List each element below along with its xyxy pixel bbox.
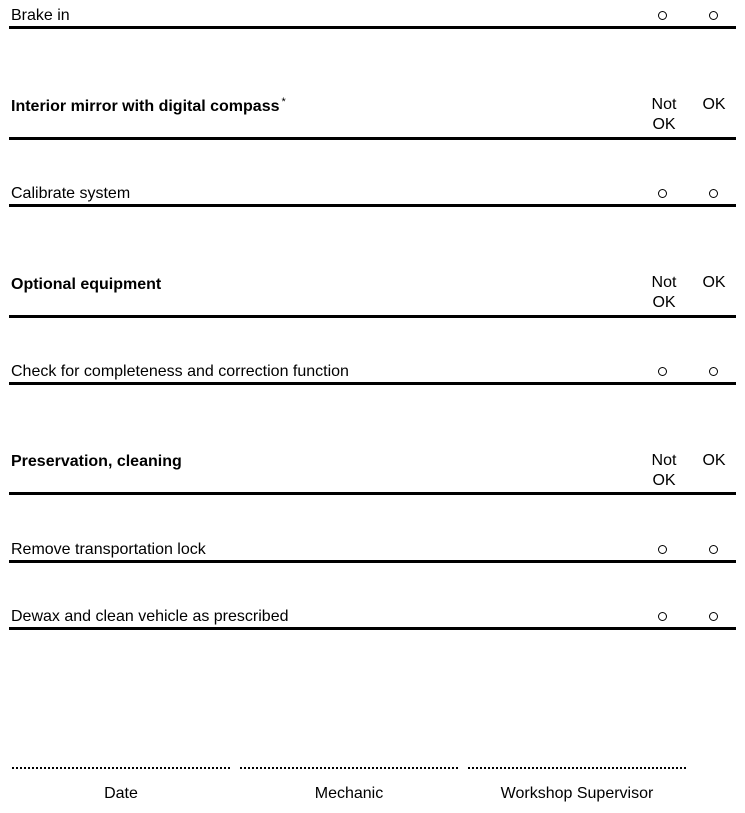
supervisor-label: Workshop Supervisor: [500, 785, 654, 802]
supervisor-signature-line[interactable]: [468, 767, 686, 769]
section-divider: [9, 137, 736, 140]
not-ok-radio-remove-transport-lock[interactable]: [658, 545, 667, 554]
ok-radio-brake-in[interactable]: [709, 11, 718, 20]
item-label-calibrate-system: Calibrate system: [11, 185, 131, 202]
ok-radio-calibrate-system[interactable]: [709, 189, 718, 198]
column-header-not-ok: Not OK: [651, 96, 677, 133]
not-ok-radio-dewax-clean[interactable]: [658, 612, 667, 621]
not-ok-radio-calibrate-system[interactable]: [658, 189, 667, 198]
row-divider: [9, 382, 736, 385]
item-label-dewax-clean: Dewax and clean vehicle as prescribed: [11, 608, 289, 625]
row-divider: [9, 627, 736, 630]
column-header-not-ok: Not OK: [651, 274, 677, 311]
section-heading-preservation-cleaning: Preservation, cleaning: [11, 453, 182, 470]
footnote-mark: *: [281, 96, 286, 108]
not-ok-radio-check-completeness[interactable]: [658, 367, 667, 376]
section-divider: [9, 315, 736, 318]
not-ok-radio-brake-in[interactable]: [658, 11, 667, 20]
mechanic-signature-line[interactable]: [240, 767, 458, 769]
column-header-ok: OK: [702, 452, 726, 469]
column-header-ok: OK: [702, 96, 726, 113]
item-label-check-completeness: Check for completeness and correction function: [11, 363, 349, 380]
row-divider: [9, 204, 736, 207]
item-label-brake-in: Brake in: [11, 7, 70, 24]
column-header-ok: OK: [702, 274, 726, 291]
section-divider: [9, 492, 736, 495]
item-label-remove-transport-lock: Remove transportation lock: [11, 541, 206, 558]
date-label: Date: [104, 785, 138, 802]
section-heading-interior-mirror: Interior mirror with digital compass *: [11, 96, 286, 115]
date-signature-line[interactable]: [12, 767, 230, 769]
ok-radio-check-completeness[interactable]: [709, 367, 718, 376]
row-divider: [9, 560, 736, 563]
ok-radio-remove-transport-lock[interactable]: [709, 545, 718, 554]
section-heading-optional-equipment: Optional equipment: [11, 276, 162, 293]
column-header-not-ok: Not OK: [651, 452, 677, 489]
ok-radio-dewax-clean[interactable]: [709, 612, 718, 621]
mechanic-label: Mechanic: [314, 785, 384, 802]
row-divider: [9, 26, 736, 29]
